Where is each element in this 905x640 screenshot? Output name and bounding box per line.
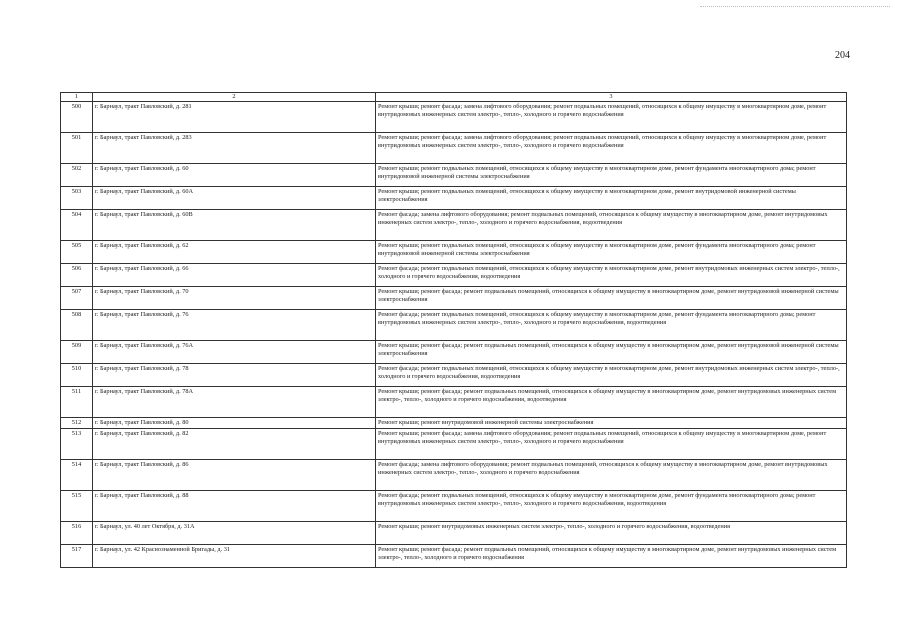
row-number: 506 — [61, 264, 93, 287]
row-works: Ремонт крыши; ремонт подвальных помещений, относящихся к общему имуществу в многоквартирном доме, ремонт фундамента многоквартирного дома; ремонт внутридомовой инженерной системы электроснабжения — [376, 241, 847, 264]
row-address: г. Барнаул, тракт Павловский, д. 76А — [93, 341, 376, 364]
row-works: Ремонт фасада; ремонт подвальных помещений, относящихся к общему имуществу в многоквартирном доме, ремонт фундамента многоквартирного дома; ремонт внутридомовых инженерных систем электро-, тепло-, холодного и горячего водоснабжения, водоотведения — [376, 310, 847, 341]
table-row — [61, 428, 847, 459]
row-address: г. Барнаул, тракт Павловский, д. 62 — [93, 241, 376, 264]
row-number: 511 — [61, 387, 93, 418]
table-row — [61, 287, 847, 310]
row-address: г. Барнаул, тракт Павловский, д. 60 — [93, 164, 376, 187]
scan-edge-mark — [700, 6, 890, 8]
row-works: Ремонт крыши; ремонт фасада; замена лифтового оборудования; ремонт подвальных помещений, относящихся к общему имуществу в многоквартирном доме, ремонт внутридомовых инженерных систем электро-, тепло-, холодного и горячего водоснабжения — [376, 133, 847, 164]
table-row — [61, 264, 847, 287]
row-works: Ремонт фасада; замена лифтового оборудования; ремонт подвальных помещений, относящихся к общему имуществу в многоквартирном доме, ремонт внутридомовых инженерных систем электро-, тепло-, холодного и горячего водоснабжения, водоотведения — [376, 210, 847, 241]
column-header-number: 1 — [61, 93, 93, 102]
housing-repair-table — [60, 92, 847, 568]
row-address: г. Барнаул, тракт Павловский, д. 60В — [93, 210, 376, 241]
row-address: г. Барнаул, тракт Павловский, д. 70 — [93, 287, 376, 310]
table-row — [61, 210, 847, 241]
row-address: г. Барнаул, тракт Павловский, д. 76 — [93, 310, 376, 341]
row-number: 505 — [61, 241, 93, 264]
row-address: г. Барнаул, тракт Павловский, д. 78А — [93, 387, 376, 418]
table-row — [61, 459, 847, 490]
row-works: Ремонт крыши; ремонт подвальных помещений, относящихся к общему имуществу в многоквартирном доме, ремонт фундамента многоквартирного дома; ремонт внутридомовой инженерной системы электроснабжения — [376, 164, 847, 187]
row-address: г. Барнаул, тракт Павловский, д. 283 — [93, 133, 376, 164]
table-row — [61, 133, 847, 164]
table-row — [61, 102, 847, 133]
row-number: 507 — [61, 287, 93, 310]
column-header-works: 3 — [376, 93, 847, 102]
row-number: 503 — [61, 187, 93, 210]
row-works: Ремонт крыши; ремонт фасада; замена лифтового оборудования; ремонт подвальных помещений, относящихся к общему имуществу в многоквартирном доме, ремонт внутридомовых инженерных систем электро-, тепло-, холодного и горячего водоснабжения — [376, 102, 847, 133]
table-row — [61, 364, 847, 387]
row-number: 504 — [61, 210, 93, 241]
row-works: Ремонт крыши; ремонт внутридомовых инженерных систем электро-, тепло-, холодного и горячего водоснабжения, водоотведения — [376, 521, 847, 544]
row-number: 514 — [61, 459, 93, 490]
row-works: Ремонт фасада; ремонт подвальных помещений, относящихся к общему имуществу в многоквартирном доме, ремонт внутридомовых инженерных систем электро-, тепло-, холодного и горячего водоснабжения, водоотведения — [376, 264, 847, 287]
table-row — [61, 521, 847, 544]
row-address: г. Барнаул, тракт Павловский, д. 66 — [93, 264, 376, 287]
table-header-row — [61, 93, 847, 102]
row-works: Ремонт крыши; ремонт внутридомовой инженерной системы электроснабжения — [376, 418, 847, 429]
row-address: г. Барнаул, тракт Павловский, д. 78 — [93, 364, 376, 387]
table-row — [61, 490, 847, 521]
row-works: Ремонт крыши; ремонт фасада; ремонт подвальных помещений, относящихся к общему имуществу в многоквартирном доме, ремонт внутридомовых инженерных систем электро-, тепло-, холодного и горячего водоснабжения, водоотведения — [376, 387, 847, 418]
table-row — [61, 341, 847, 364]
table-row — [61, 164, 847, 187]
table-row — [61, 387, 847, 418]
table-row — [61, 310, 847, 341]
row-number: 512 — [61, 418, 93, 429]
table-row — [61, 241, 847, 264]
row-address: г. Барнаул, тракт Павловский, д. 60А — [93, 187, 376, 210]
row-number: 510 — [61, 364, 93, 387]
row-works: Ремонт крыши; ремонт подвальных помещений, относящихся к общему имуществу в многоквартирном доме, ремонт внутридомовой инженерной системы электроснабжения — [376, 187, 847, 210]
row-address: г. Барнаул, тракт Павловский, д. 80 — [93, 418, 376, 429]
column-header-address: 2 — [93, 93, 376, 102]
row-works: Ремонт фасада; ремонт подвальных помещений, относящихся к общему имуществу в многоквартирном доме, ремонт фундамента многоквартирного дома; ремонт внутридомовых инженерных систем электро-, тепло-, холодного и горячего водоснабжения, водоотведения — [376, 490, 847, 521]
row-number: 517 — [61, 544, 93, 567]
row-address: г. Барнаул, тракт Павловский, д. 281 — [93, 102, 376, 133]
row-number: 513 — [61, 428, 93, 459]
row-works: Ремонт фасада; замена лифтового оборудования; ремонт подвальных помещений, относящихся к общему имуществу в многоквартирном доме, ремонт внутридомовых инженерных систем электро-, тепло-, холодного и горячего водоснабжения — [376, 459, 847, 490]
row-number: 508 — [61, 310, 93, 341]
row-address: г. Барнаул, тракт Павловский, д. 82 — [93, 428, 376, 459]
row-number: 500 — [61, 102, 93, 133]
row-number: 501 — [61, 133, 93, 164]
row-number: 516 — [61, 521, 93, 544]
row-address: г. Барнаул, тракт Павловский, д. 88 — [93, 490, 376, 521]
row-address: г. Барнаул, тракт Павловский, д. 86 — [93, 459, 376, 490]
row-works: Ремонт крыши; ремонт фасада; ремонт подвальных помещений, относящихся к общему имуществу в многоквартирном доме, ремонт внутридомовой инженерной системы электроснабжения — [376, 341, 847, 364]
row-works: Ремонт фасада; ремонт подвальных помещений, относящихся к общему имуществу в многоквартирном доме, ремонт внутридомовых инженерных систем электро-, тепло-, холодного и горячего водоснабжения, водоотведения — [376, 364, 847, 387]
row-works: Ремонт крыши; ремонт фасада; ремонт подвальных помещений, относящихся к общему имуществу в многоквартирном доме, ремонт внутридомовых инженерных систем электро-, тепло-, холодного и горячего водоснабжения — [376, 544, 847, 567]
table-row — [61, 544, 847, 567]
page-number: 204 — [835, 50, 850, 61]
row-address: г. Барнаул, ул. 40 лет Октября, д. 31А — [93, 521, 376, 544]
row-number: 509 — [61, 341, 93, 364]
table-row — [61, 187, 847, 210]
row-works: Ремонт крыши; ремонт фасада; ремонт подвальных помещений, относящихся к общему имуществу в многоквартирном доме, ремонт внутридомовой инженерной системы электроснабжения — [376, 287, 847, 310]
row-number: 515 — [61, 490, 93, 521]
table-row — [61, 418, 847, 429]
row-address: г. Барнаул, ул. 42 Краснознаменной Бригады, д. 31 — [93, 544, 376, 567]
row-number: 502 — [61, 164, 93, 187]
row-works: Ремонт крыши; ремонт фасада; замена лифтового оборудования; ремонт подвальных помещений, относящихся к общему имуществу в многоквартирном доме, ремонт внутридомовых инженерных систем электро-, тепло-, холодного и горячего водоснабжения — [376, 428, 847, 459]
